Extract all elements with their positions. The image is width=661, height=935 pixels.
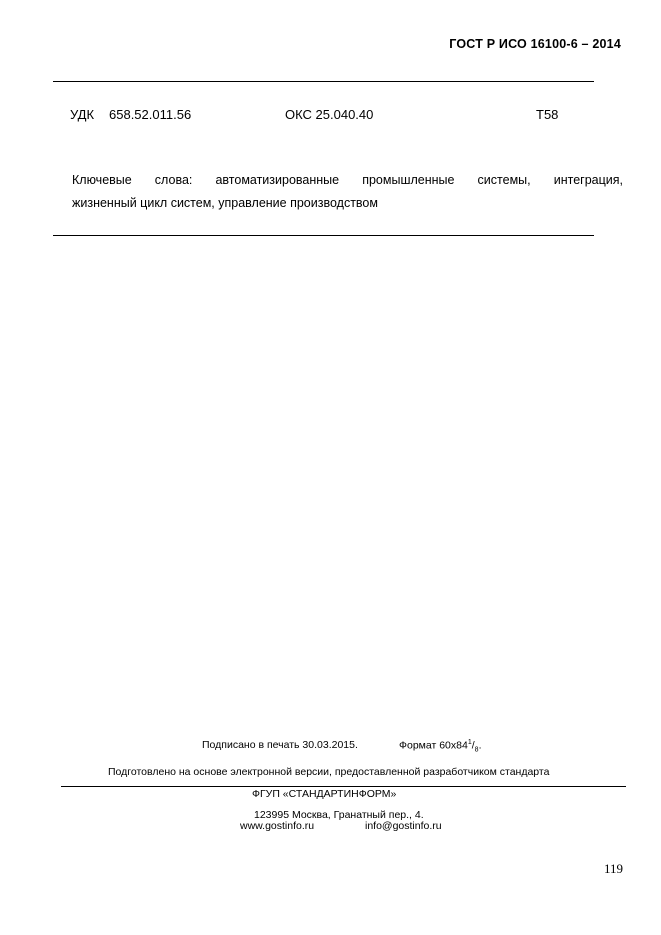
imprint-divider bbox=[61, 786, 626, 787]
keywords-divider bbox=[53, 235, 594, 236]
keywords-block bbox=[72, 169, 623, 215]
format-numerator: 1 bbox=[467, 739, 472, 746]
document-header: ГОСТ Р ИСО 16100-6 – 2014 bbox=[449, 37, 621, 51]
udk-label: УДК bbox=[70, 107, 95, 122]
signed-for-print: Подписано в печать 30.03.2015. bbox=[202, 739, 358, 751]
publisher-website: www.gostinfo.ru bbox=[240, 820, 315, 832]
udk-value: 658.52.011.56 bbox=[109, 107, 192, 122]
page-number: 119 bbox=[603, 861, 623, 876]
publisher-address: 123995 Москва, Гранатный пер., 4. bbox=[254, 809, 424, 821]
keywords-line-1: Ключевые слова: автоматизированные промышленные системы, интеграция, bbox=[72, 173, 623, 187]
format-prefix: Формат 60х84 bbox=[399, 739, 468, 752]
format-suffix: . bbox=[478, 739, 482, 752]
keywords-line-2: жизненный цикл систем, управление производством bbox=[72, 196, 378, 210]
format-denominator: 8 bbox=[474, 746, 479, 754]
group-code: Т58 bbox=[536, 107, 559, 122]
oks-code: ОКС 25.040.40 bbox=[285, 107, 374, 122]
publisher-name: ФГУП «СТАНДАРТИНФОРМ» bbox=[252, 788, 397, 800]
publisher-email: info@gostinfo.ru bbox=[365, 820, 442, 832]
top-divider bbox=[53, 81, 594, 82]
prepared-note: Подготовлено на основе электронной версии, предоставленной разработчиком стандарта bbox=[108, 766, 550, 778]
paper-format: Формат $60х84^1/_8$. bbox=[399, 739, 482, 754]
